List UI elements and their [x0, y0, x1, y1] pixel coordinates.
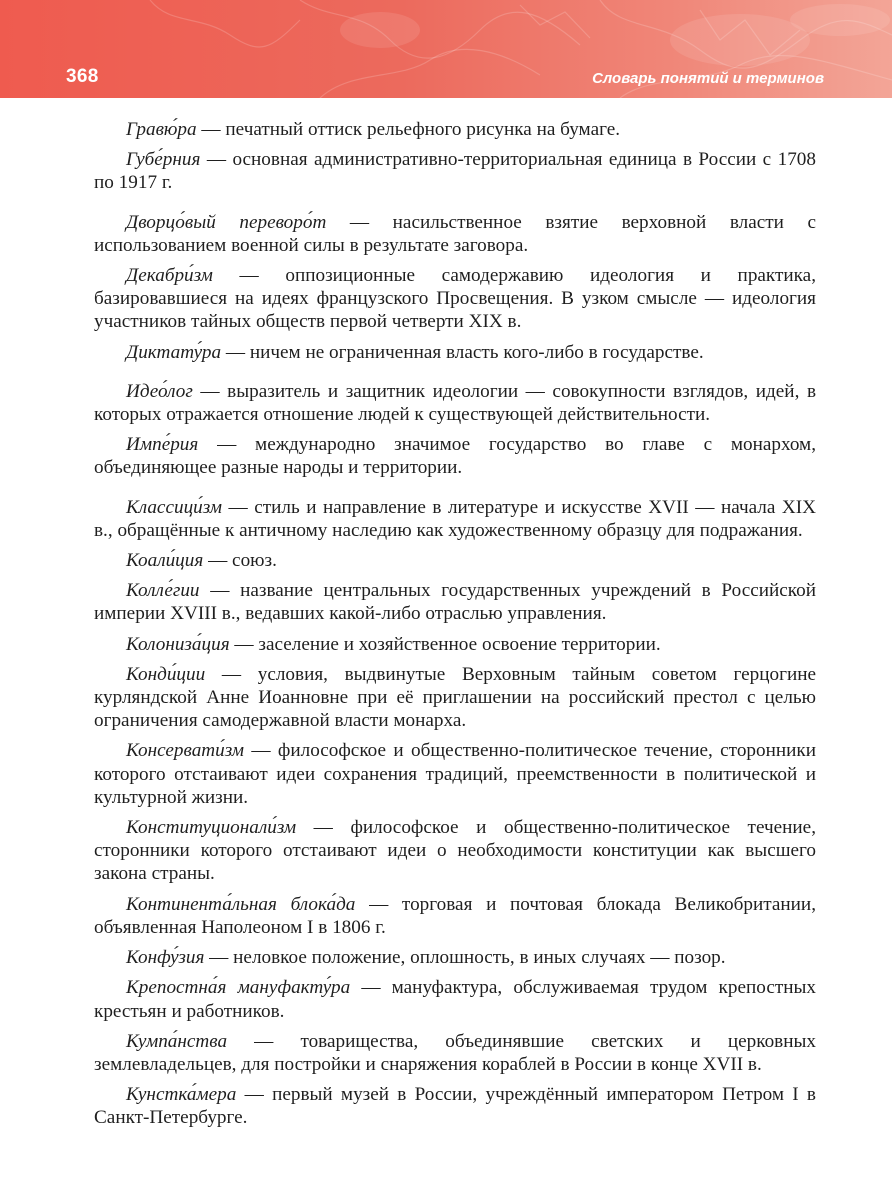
entry-definition: — международно значимое государство во главе с монархом, объединяющее разные народы и территории. [94, 434, 816, 479]
entry-term: Колле́гии [126, 580, 200, 602]
section-title: Словарь понятий и терминов [592, 70, 824, 87]
entry-definition: — заселение и хозяйственное освоение территории. [229, 633, 661, 655]
glossary-entry [94, 118, 816, 141]
entry-term: Диктату́ра [126, 341, 222, 363]
entry-definition: — насильственное взятие верховной власти с использованием военной силы в результате заговора. [94, 211, 816, 256]
glossary-entry [94, 946, 816, 969]
entry-definition: — первый музей в России, учреждённый императором Петром I в Санкт-Петербурге. [94, 1084, 816, 1129]
glossary-entry [94, 633, 816, 656]
entry-term: Колониза́ция [126, 633, 230, 655]
glossary-entry [94, 1083, 816, 1129]
glossary-entry [94, 1030, 816, 1076]
glossary-entry [94, 496, 816, 542]
entry-term: Кунстка́мера [126, 1084, 237, 1106]
entry-term: Коали́ция [126, 550, 204, 572]
glossary-entry [94, 148, 816, 194]
entry-term: Конди́ции [126, 663, 206, 685]
entry-definition: — товарищества, объединявшие светских и церковных землевладельцев, для постройки и снаряжения кораблей в России в конце XVII в. [94, 1030, 816, 1075]
page-header [0, 0, 892, 98]
glossary-entry [94, 976, 816, 1022]
entry-term: Континента́льная блока́да [126, 893, 356, 915]
entry-term: Конфу́зия [126, 947, 205, 969]
entry-definition: — неловкое положение, оплошность, в иных случаях — позор. [204, 947, 726, 969]
entry-term: Классици́зм [126, 496, 223, 518]
entry-term: Дворцо́вый переворо́т [126, 211, 327, 233]
entry-term: Консервати́зм [126, 740, 244, 762]
glossary [94, 118, 816, 1137]
glossary-entry [94, 211, 816, 257]
entry-definition: — оппозиционные самодержавию идеология и практика, базировавшиеся на идеях французского Просвещения. В узком смысле — идеология участников тайных обществ первой четверти XIX в. [94, 265, 816, 333]
entry-definition: — мануфактура, обслуживаемая трудом крепостных крестьян и работников. [94, 977, 816, 1022]
entry-definition: — печатный оттиск рельефного рисунка на бумаге. [196, 119, 621, 140]
glossary-entry [94, 549, 816, 572]
glossary-entry [94, 893, 816, 939]
entry-definition: — философское и общественно-политическое течение, сторонники которого отстаивают идеи о необходимости конституции как высшего закона страны. [94, 817, 816, 885]
glossary-entry [94, 380, 816, 426]
entry-definition: — основная административно-территориальная единица в России с 1708 по 1917 г. [94, 149, 816, 194]
entry-definition: — ничем не ограниченная власть кого-либо в государстве. [221, 341, 704, 363]
glossary-entry [94, 663, 816, 733]
glossary-entry [94, 433, 816, 479]
entry-term: Крепостна́я мануфакту́ра [126, 977, 351, 999]
glossary-entry [94, 816, 816, 886]
entry-term: Импе́рия [126, 434, 199, 456]
glossary-entry [94, 739, 816, 809]
entry-definition: — философское и общественно-политическое течение, сторонники которого отстаивают идеи сохранения традиций, преемственности в политической и культурной жизни. [94, 740, 816, 808]
entry-term: Кумпа́нства [126, 1030, 228, 1052]
entry-definition: — союз. [203, 550, 277, 572]
page-number: 368 [66, 66, 99, 87]
entry-term: Гравю́ра [126, 119, 197, 140]
entry-term: Декабри́зм [126, 265, 213, 287]
entry-definition: — выразитель и защитник идеологии — совокупности взглядов, идей, в которых отражается отношение людей к существующей действительности. [94, 380, 816, 426]
entry-term: Идео́лог [126, 380, 193, 402]
entry-definition: — название центральных государственных учреждений в Российской империи XVIII в., ведавших какой-либо отраслью управления. [94, 580, 816, 625]
entry-definition: — торговая и почтовая блокада Великобритании, объявленная Наполеоном I в 1806 г. [94, 893, 817, 938]
glossary-entry [94, 341, 816, 364]
glossary-entry [94, 264, 816, 334]
entry-term: Губе́рния [126, 149, 201, 171]
entry-definition: — стиль и направление в литературе и искусстве XVII — начала XIX в., обращённые к античному наследию как художественному образцу для подражания. [94, 496, 816, 541]
entry-term: Конституционали́зм [126, 817, 297, 839]
entry-definition: — условия, выдвинутые Верховным тайным советом герцогине курляндской Анне Иоанновне при её приглашении на российский престол с целью ограничения самодержавной власти монарха. [94, 663, 816, 732]
glossary-entry [94, 579, 816, 625]
